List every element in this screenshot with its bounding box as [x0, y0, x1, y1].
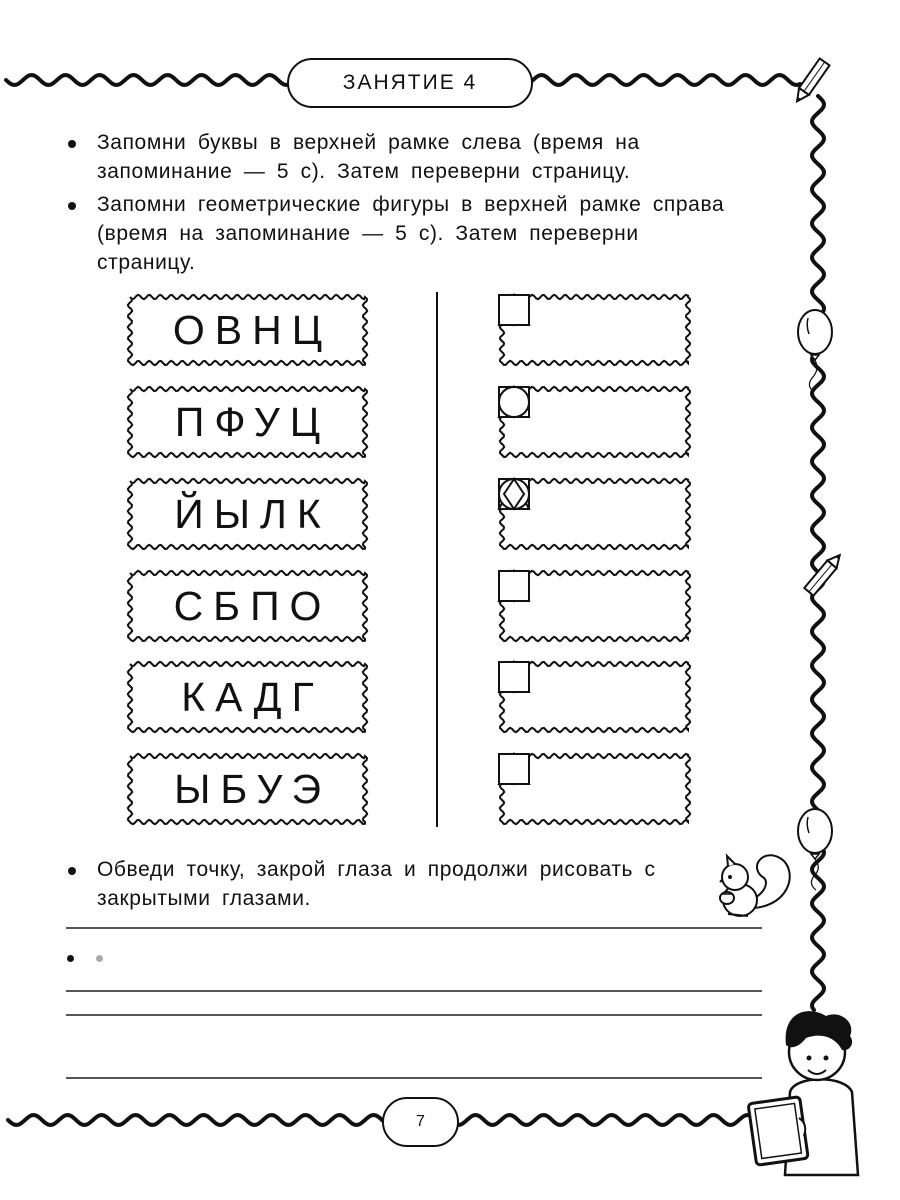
bullet-icon — [68, 202, 76, 210]
square-icon — [497, 568, 531, 604]
pencil-icon — [804, 551, 844, 595]
drawing-task — [60, 855, 757, 913]
letter-card — [125, 292, 370, 368]
shape-sequence — [497, 476, 693, 552]
instruction-item — [60, 190, 740, 277]
shape-sequence — [497, 384, 693, 460]
drawing-task-text: Обведи точку, закрой глаза и продолжи рисовать с закрытыми глазами. — [97, 858, 656, 910]
bullet-icon — [68, 867, 76, 875]
shape-sequence — [497, 292, 693, 368]
shape-card — [497, 751, 693, 827]
square-icon — [497, 751, 531, 787]
square-icon — [497, 292, 531, 328]
balloon-icon — [798, 310, 832, 392]
start-dot — [67, 955, 74, 962]
circle-icon — [497, 384, 531, 420]
letter-card — [125, 659, 370, 735]
letter-card-text: ОВНЦ — [172, 306, 333, 353]
instructions-list — [60, 128, 740, 277]
shape-card — [497, 292, 693, 368]
shape-card — [497, 476, 693, 552]
letter-card — [125, 476, 370, 552]
shape-card — [497, 384, 693, 460]
square-icon — [497, 659, 531, 695]
letter-card — [125, 384, 370, 460]
shape-sequence — [497, 751, 693, 827]
letter-card-text: КАДГ — [181, 673, 324, 720]
boy-with-tablet-icon — [748, 1011, 858, 1175]
writing-line — [66, 990, 762, 992]
instruction-text: Запомни геометрические фигуры в верхней рамке справа (время на запоминание — 5 с). Затем переверни страницу. — [97, 193, 725, 274]
writing-line — [66, 927, 762, 929]
shape-sequence — [497, 568, 693, 644]
letter-card-text: СБПО — [173, 582, 332, 629]
letter-card — [125, 568, 370, 644]
diamond-icon — [497, 476, 531, 512]
writing-line — [66, 1014, 762, 1016]
letter-card-text: ПФУЦ — [174, 398, 331, 445]
lesson-title: ЗАНЯТИЕ 4 — [287, 58, 533, 108]
page-number: 7 — [382, 1097, 459, 1147]
shape-card — [497, 659, 693, 735]
letter-card-text: ЙЫЛК — [174, 490, 331, 537]
instruction-text: Запомни буквы в верхней рамке слева (время на запоминание — 5 с). Затем переверни страницу. — [97, 131, 640, 183]
bullet-icon — [68, 140, 76, 148]
writing-line — [66, 1077, 762, 1079]
pencil-icon — [792, 59, 829, 105]
instruction-item — [60, 128, 740, 186]
right-wavy-border — [812, 96, 824, 1010]
column-divider — [436, 292, 438, 827]
letter-card-text: ЫБУЭ — [174, 765, 331, 812]
shape-card — [497, 568, 693, 644]
shape-sequence — [497, 659, 693, 735]
letter-card — [125, 751, 370, 827]
trace-dot[interactable] — [96, 955, 103, 962]
